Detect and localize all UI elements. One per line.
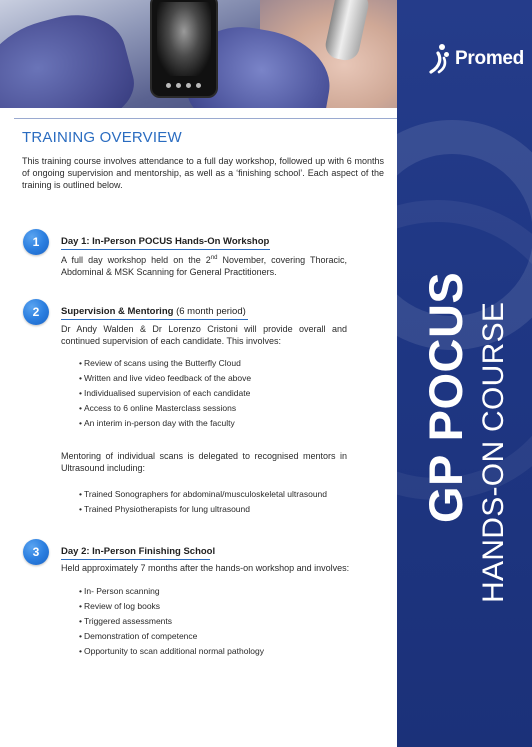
list-item: • Written and live video feedback of the above bbox=[79, 371, 251, 386]
step-underline bbox=[61, 559, 210, 560]
ultrasound-phone bbox=[150, 0, 218, 98]
list-item: • An interim in-person day with the faculty bbox=[79, 416, 251, 431]
section-divider bbox=[14, 118, 397, 119]
finishing-school-list bbox=[79, 584, 264, 659]
list-item: • Review of log books bbox=[79, 599, 264, 614]
step-description: A full day workshop held on the 2nd November, covering Thoracic, Abdominal & MSK Scanning for General Practitioners. bbox=[61, 255, 348, 277]
logo-mark-icon bbox=[429, 44, 451, 74]
step-description: Held approximately 7 months after the hands-on workshop and involves: bbox=[61, 563, 350, 573]
course-subtitle: HANDS-ON COURSE bbox=[477, 301, 510, 603]
intro-paragraph: This training course involves attendance to a full day workshop, followed up with 6 months of ongoing supervision and mentorship, as well as a ‘finishing school’. Each aspect of the training is outlined below. bbox=[22, 156, 384, 190]
left-glove bbox=[0, 2, 142, 108]
promed-logo bbox=[429, 44, 524, 74]
section-title: TRAINING OVERVIEW bbox=[22, 129, 182, 146]
step-title: Supervision & Mentoring (6 month period) bbox=[61, 306, 246, 317]
phone-buttons bbox=[166, 83, 201, 88]
list-item: • Triggered assessments bbox=[79, 614, 264, 629]
list-item: • Trained Sonographers for abdominal/musculoskeletal ultrasound bbox=[79, 487, 327, 502]
supervision-list bbox=[79, 356, 251, 431]
step-number-badge: 1 bbox=[23, 229, 49, 255]
step-number-badge: 2 bbox=[23, 299, 49, 325]
mentoring-paragraph: Mentoring of individual scans is delegated to recognised mentors in Ultrasound including: bbox=[61, 451, 347, 473]
list-item: • Review of scans using the Butterfly Cloud bbox=[79, 356, 251, 371]
mentors-list bbox=[79, 487, 327, 517]
step-underline bbox=[61, 249, 270, 250]
step-title: Day 2: In-Person Finishing School bbox=[61, 546, 216, 557]
ultrasound-screen bbox=[157, 2, 211, 76]
list-item: • Demonstration of competence bbox=[79, 629, 264, 644]
step-underline bbox=[61, 319, 248, 320]
hero-photo bbox=[0, 0, 397, 108]
step-number-badge: 3 bbox=[23, 539, 49, 565]
list-item: • In- Person scanning bbox=[79, 584, 264, 599]
list-item: • Opportunity to scan additional normal pathology bbox=[79, 644, 264, 659]
list-item: • Individualised supervision of each candidate bbox=[79, 386, 251, 401]
list-item: • Trained Physiotherapists for lung ultrasound bbox=[79, 502, 327, 517]
course-subtitle-block bbox=[477, 301, 510, 603]
list-item: • Access to 6 online Masterclass sessions bbox=[79, 401, 251, 416]
course-title: GP POCUS bbox=[419, 271, 472, 523]
step-description: Dr Andy Walden & Dr Lorenzo Cristoni will provide overall and continued supervision of each candidate. This involves: bbox=[61, 324, 347, 346]
brand-name: Promed bbox=[455, 48, 524, 69]
step-title: Day 1: In-Person POCUS Hands-On Workshop bbox=[61, 236, 270, 247]
